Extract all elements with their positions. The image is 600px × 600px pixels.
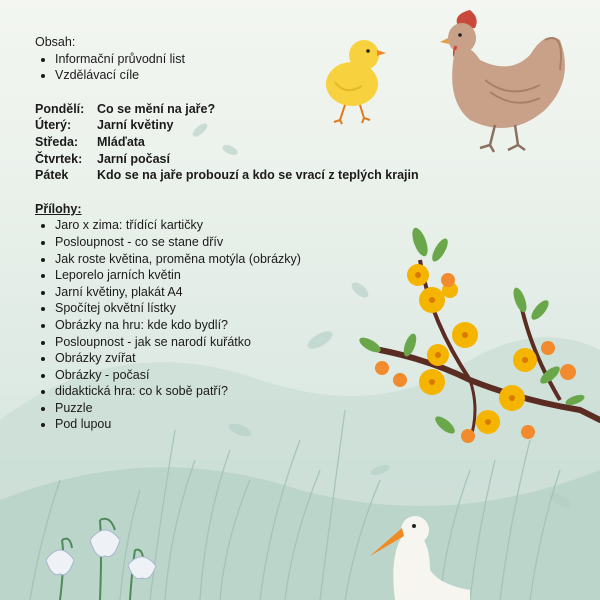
attachment-item: • Leporelo jarních květin — [55, 267, 455, 284]
attachment-item: • Obrázky - počasí — [55, 367, 455, 384]
hen-illustration — [440, 10, 565, 152]
day-topic: Co se mění na jaře? — [97, 101, 216, 116]
attachment-item: • Jaro x zima: třídící kartičky — [55, 217, 455, 234]
contents-list — [35, 51, 455, 84]
document-content — [35, 34, 455, 433]
attachment-item: • didaktická hra: co k sobě patří? — [55, 383, 455, 400]
attachment-item: • Posloupnost - jak se narodí kuřátko — [55, 334, 455, 351]
contents-item: • Vzdělávací cíle — [55, 67, 455, 84]
day-topic: Jarní počasí — [97, 151, 170, 166]
day-name: Pátek — [35, 168, 69, 183]
contents-item: • Informační průvodní list — [55, 51, 455, 68]
attachment-item: • Obrázky na hru: kde kdo bydlí? — [55, 317, 455, 334]
day-topic: Kdo se na jaře probouzí a kdo se vrací z teplých krajin — [97, 168, 419, 183]
attachment-item: • Posloupnost - co se stane dřív — [55, 234, 455, 251]
day-name: Úterý: — [35, 118, 72, 133]
day-topic: Jarní květiny — [97, 118, 174, 133]
schedule-row-thursday — [35, 151, 455, 168]
attachment-item: • Obrázky zvířat — [55, 350, 455, 367]
attachments-list — [35, 217, 455, 433]
contents-heading: Obsah: — [35, 35, 76, 49]
attachment-item: • Puzzle — [55, 400, 455, 417]
attachment-item: • Spočítej okvětní lístky — [55, 300, 455, 317]
day-name: Středa: — [35, 134, 79, 149]
weekly-schedule — [35, 101, 455, 184]
schedule-row-wednesday — [35, 134, 455, 151]
schedule-row-monday — [35, 101, 455, 118]
day-topic: Mláďata — [97, 134, 145, 149]
day-name: Pondělí: — [35, 101, 85, 116]
attachments-heading: Přílohy: — [35, 201, 82, 216]
attachment-item: • Jak roste květina, proměna motýla (obrázky) — [55, 251, 455, 268]
day-name: Čtvrtek: — [35, 151, 83, 166]
attachment-item: • Jarní květiny, plakát A4 — [55, 284, 455, 301]
attachment-item: • Pod lupou — [55, 416, 455, 433]
schedule-row-tuesday — [35, 117, 455, 134]
schedule-row-friday — [35, 167, 455, 184]
